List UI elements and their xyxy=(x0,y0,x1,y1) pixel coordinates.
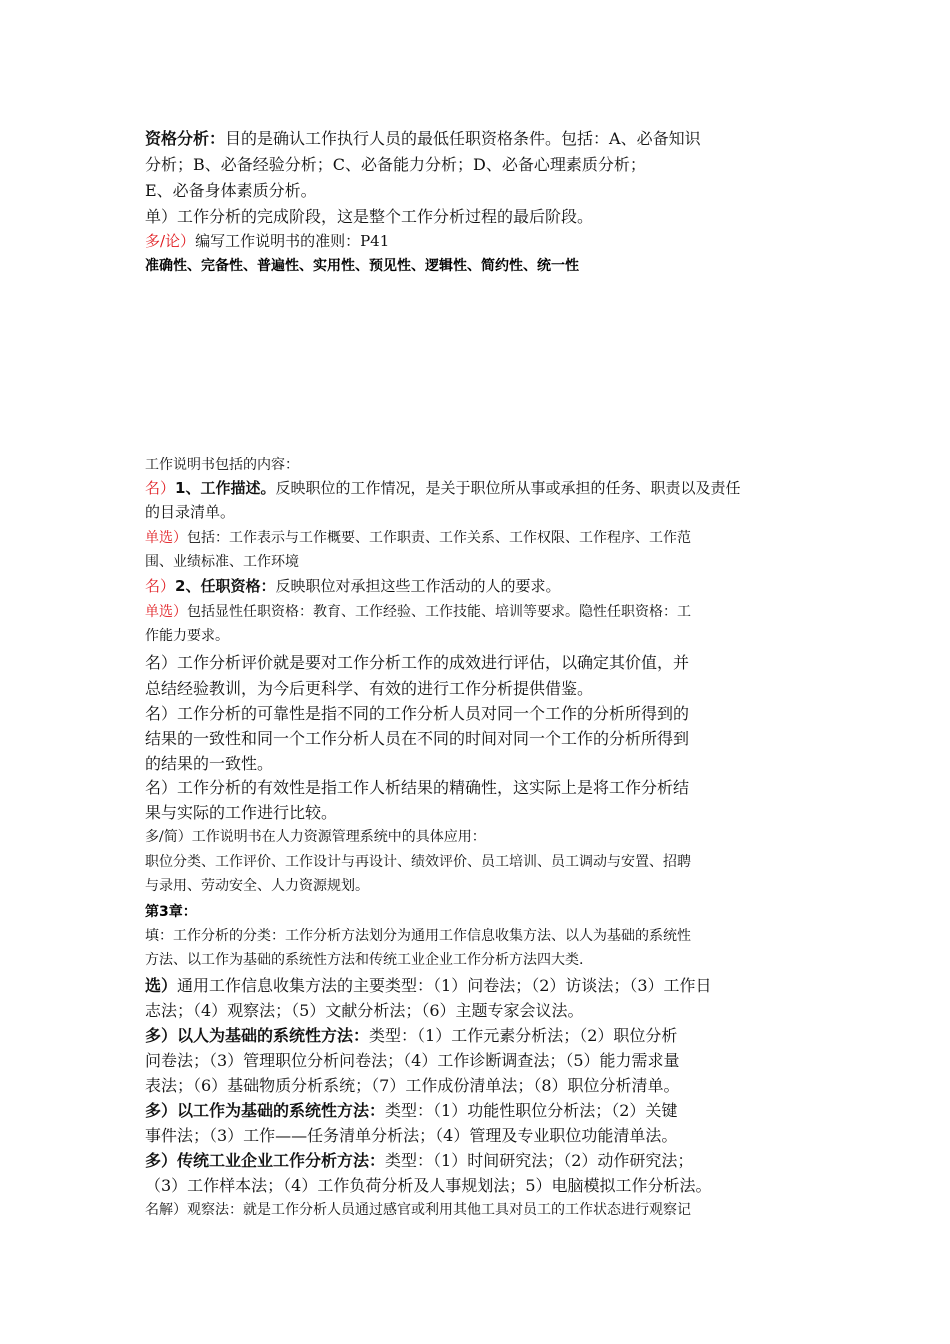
validity-definition-line-2: 果与实际的工作进行比较。 xyxy=(145,803,338,822)
person-based-methods-line-2: 问卷法；（3）管理职位分析问卷法；（4）工作诊断调查法；（5）能力需求量 xyxy=(145,1051,680,1070)
job-description-item-1: 名）1、工作描述。反映职位的工作情况，是关于职位所从事或承担的任务、职责以及责任 xyxy=(145,479,741,497)
question-type-tag: 名） xyxy=(145,479,176,497)
job-description-includes-cont: 围、业绩标准、工作环境 xyxy=(145,554,299,570)
person-based-methods-heading: 多）以人为基础的系统性方法： xyxy=(145,1026,370,1045)
reliability-definition-line-2: 结果的一致性和同一个工作分析人员在不同的时间对同一个工作的分析所得到 xyxy=(145,729,690,748)
person-based-methods-line-3: 表法；（6）基础物质分析系统；（7）工作成份清单法；（8）职位分析清单。 xyxy=(145,1076,680,1095)
reliability-definition-line-3: 的结果的一致性。 xyxy=(145,754,274,773)
job-based-methods-line-1: 多）以工作为基础的系统性方法：类型：（1）功能性职位分析法；（2）关键 xyxy=(145,1101,678,1120)
question-type-tag: 多/论） xyxy=(145,232,196,250)
general-methods-line-1: 选）通用工作信息收集方法的主要类型：（1）问卷法；（2）访谈法；（3）工作日 xyxy=(145,976,712,995)
traditional-methods-heading: 多）传统工业企业工作分析方法： xyxy=(145,1151,386,1170)
validity-definition-line-1: 名）工作分析的有效性是指工作人析结果的精确性，这实际上是将工作分析结 xyxy=(145,778,690,797)
method-classification-line-2: 方法、以工作为基础的系统性方法和传统工业企业工作分析方法四大类. xyxy=(145,952,584,968)
question-type-tag: 单选） xyxy=(145,604,187,620)
application-list-line-2: 与录用、劳动安全、人力资源规划。 xyxy=(145,878,369,894)
question-type-tag: 名） xyxy=(145,577,176,595)
question-type-tag: 单选） xyxy=(145,530,187,546)
evaluation-definition-line-1: 名）工作分析评价就是要对工作分析工作的成效进行评估，以确定其价值，并 xyxy=(145,653,690,672)
job-based-methods-line-2: 事件法；（3）工作——任务清单分析法；（4）管理及专业职位功能清单法。 xyxy=(145,1126,678,1145)
qualification-includes-cont: 作能力要求。 xyxy=(145,628,229,644)
evaluation-definition-line-2: 总结经验教训，为今后更科学、有效的进行工作分析提供借鉴。 xyxy=(145,679,594,698)
qualification-analysis-line-3: E、必备身体素质分析。 xyxy=(145,181,317,200)
observation-method-definition: 名解）观察法：就是工作分析人员通过感官或利用其他工具对员工的工作状态进行观察记 xyxy=(145,1202,691,1218)
application-list-line-1: 职位分类、工作评价、工作设计与再设计、绩效评价、员工培训、员工调动与安置、招聘 xyxy=(145,854,691,870)
job-description-item-2: 名）2、任职资格：反映职位对承担这些工作活动的人的要求。 xyxy=(145,577,561,595)
general-methods-line-2: 志法；（4）观察法；（5）文献分析法；（6）主题专家会议法。 xyxy=(145,1001,584,1020)
completion-stage-line: 单）工作分析的完成阶段，这是整个工作分析过程的最后阶段。 xyxy=(145,207,594,226)
job-description-intro: 工作说明书包括的内容： xyxy=(145,457,299,473)
job-based-methods-heading: 多）以工作为基础的系统性方法： xyxy=(145,1101,386,1120)
writing-criteria-line: 多/论）编写工作说明书的准则：P41 xyxy=(145,232,390,250)
job-description-item-1-cont: 的目录清单。 xyxy=(145,503,236,521)
traditional-methods-line-1: 多）传统工业企业工作分析方法：类型：（1）时间研究法；（2）动作研究法； xyxy=(145,1151,694,1170)
job-description-includes: 单选）包括：工作表示与工作概要、工作职责、工作关系、工作权限、工作程序、工作范 xyxy=(145,530,691,546)
qualification-includes: 单选）包括显性任职资格：教育、工作经验、工作技能、培训等要求。隐性任职资格：工 xyxy=(145,604,691,620)
person-based-methods-line-1: 多）以人为基础的系统性方法：类型：（1）工作元素分析法；（2）职位分析 xyxy=(145,1026,678,1045)
qualification-analysis-line-2: 分析；B、必备经验分析；C、必备能力分析；D、必备心理素质分析； xyxy=(145,155,646,174)
qualification-analysis-line-1: 资格分析：目的是确认工作执行人员的最低任职资格条件。包括：A、必备知识 xyxy=(145,129,701,148)
method-classification-line-1: 填：工作分析的分类：工作分析方法划分为通用工作信息收集方法、以人为基础的系统性 xyxy=(145,928,691,944)
chapter-3-title: 第3章： xyxy=(145,904,197,920)
qualification-analysis-heading: 资格分析： xyxy=(145,129,226,148)
traditional-methods-line-2: （3）工作样本法；（4）工作负荷分析及人事规划法；5）电脑模拟工作分析法。 xyxy=(145,1176,712,1195)
criteria-list: 准确性、完备性、普遍性、实用性、预见性、逻辑性、简约性、统一性 xyxy=(145,258,579,274)
application-heading: 多/简）工作说明书在人力资源管理系统中的具体应用： xyxy=(145,829,486,845)
reliability-definition-line-1: 名）工作分析的可靠性是指不同的工作分析人员对同一个工作的分析所得到的 xyxy=(145,704,690,723)
